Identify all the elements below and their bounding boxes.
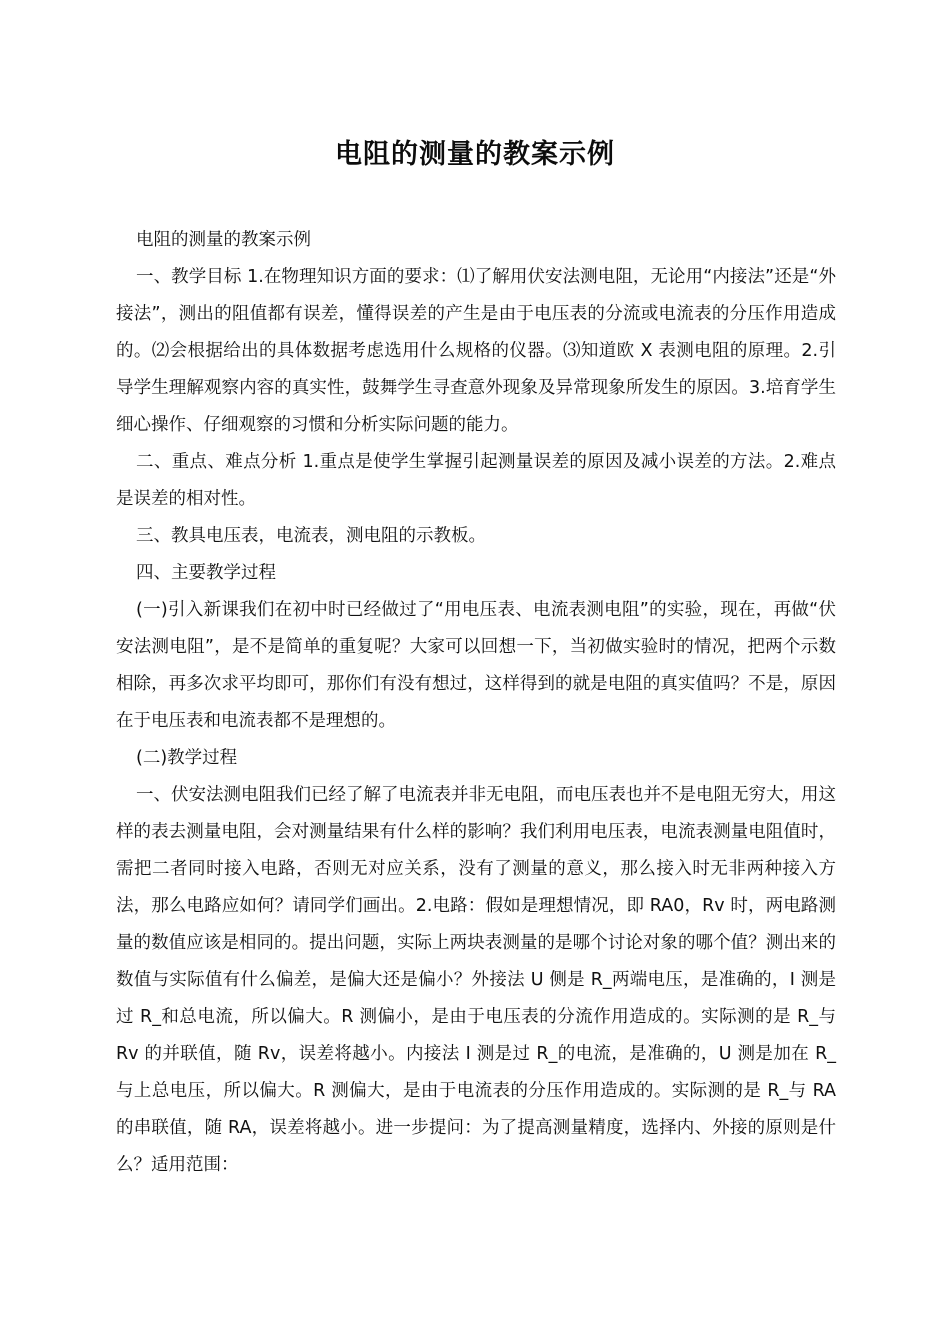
- paragraph-voltammetry: 一、伏安法测电阻我们已经了解了电流表并非无电阻，而电压表也并不是电阻无穷大，用这样的表去测量电阻，会对测量结果有什么样的影响？我们利用电压表，电流表测量电阻值时，需把二者同时接入电路，否则无对应关系，没有了测量的意义，那么接入时无非两种接入方法，那么电路应如何？请同学们画出。2.电路：假如是理想情况，即 RA0，Rv 时，两电路测量的数值应该是相同的。提出问题，实际上两块表测量的是哪个讨论对象的哪个值？测出来的数值与实际值有什么偏差，是偏大还是偏小？外接法 U 侧是 R_两端电压，是准确的，I 测是过 R_和总电流，所以偏大。R 测偏小，是由于电压表的分流作用造成的。实际测的是 R_与 Rv 的并联值，随 Rv，误差将越小。内接法 I 测是过 R_的电流，是准确的，U 测是加在 R_与上总电压，所以偏大。R 测偏大，是由于电流表的分压作用造成的。实际测的是 R_与 RA 的串联值，随 RA，误差将越小。进一步提问：为了提高测量精度，选择内、外接的原则是什么？适用范围：: [116, 785, 836, 1175]
- paragraph-teaching-aids: 三、教具电压表，电流表，测电阻的示教板。: [136, 526, 486, 546]
- paragraph-introduction: (一)引入新课我们在初中时已经做过了“用电压表、电流表测电阻”的实验，现在，再做“伏安法测电阻”，是不是简单的重复呢？大家可以回想一下，当初做实验时的情况，把两个示数相除，再多次求平均即可，那你们有没有想过，这样得到的就是电阻的真实值吗？不是，原因在于电压表和电流表都不是理想的。: [116, 600, 836, 731]
- paragraph-process-subheading: (二)教学过程: [136, 748, 238, 768]
- paragraph-teaching-goals: 一、教学目标 1.在物理知识方面的要求：⑴了解用伏安法测电阻，无论用“内接法”还是“外接法”，测出的阻值都有误差，懂得误差的产生是由于电压表的分流或电流表的分压作用造成的。⑵会根据给出的具体数据考虑选用什么规格的仪器。⑶知道欧 X 表测电阻的原理。2.引导学生理解观察内容的真实性，鼓舞学生寻查意外现象及异常现象所发生的原因。3.培育学生细心操作、仔细观察的习惯和分析实际问题的能力。: [116, 267, 836, 435]
- paragraph-key-points: 二、重点、难点分析 1.重点是使学生掌握引起测量误差的原因及减小误差的方法。2.难点是误差的相对性。: [116, 452, 836, 509]
- paragraph-process-heading: 四、主要教学过程: [136, 563, 276, 583]
- document-body: [116, 222, 836, 1184]
- document-title: 电阻的测量的教案示例: [335, 139, 615, 170]
- paragraph-heading: 电阻的测量的教案示例: [136, 230, 311, 250]
